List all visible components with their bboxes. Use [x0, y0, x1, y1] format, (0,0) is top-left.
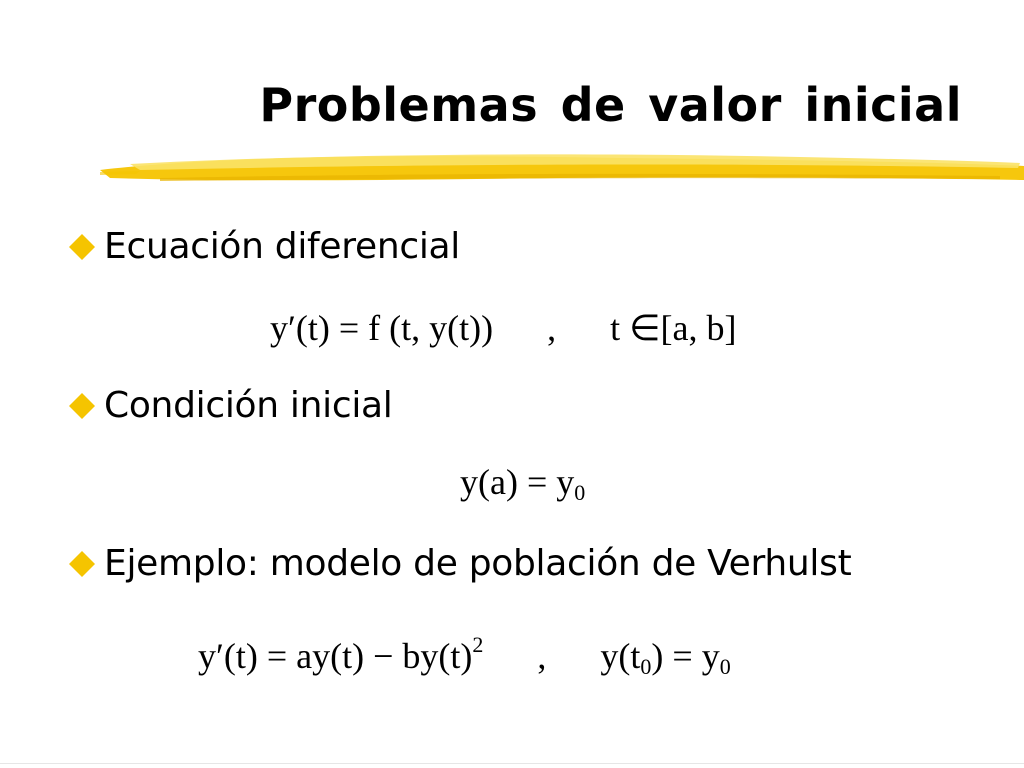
bullet-label: Condición inicial — [104, 385, 393, 426]
slide-title: Problemas de valor inicial — [259, 78, 962, 132]
bullet-condicion-inicial — [64, 384, 393, 428]
formula-equals: = — [338, 308, 360, 348]
formula-ic-rhs: y — [701, 636, 720, 676]
formula-condicion-inicial — [460, 462, 586, 505]
diamond-bullet-icon — [64, 232, 104, 262]
formula-rhs: ay(t) − by(t) — [296, 636, 473, 676]
formula-lhs: y′(t) — [270, 308, 330, 348]
title-highlight-stroke — [100, 148, 1024, 188]
formula-ic-close: ) — [651, 636, 664, 676]
formula-separator: , — [547, 308, 557, 348]
formula-element-of: ∈ — [629, 308, 661, 348]
bullet-ecuacion-diferencial — [64, 225, 460, 269]
formula-interval: [a, b] — [660, 308, 737, 348]
formula-separator: , — [537, 636, 547, 676]
formula-rhs: f (t, y(t)) — [368, 308, 494, 348]
formula-ic-open: y(t — [600, 636, 641, 676]
diamond-bullet-icon — [64, 391, 104, 421]
bullet-ejemplo-verhulst — [64, 542, 851, 586]
bullet-label: Ecuación diferencial — [104, 226, 461, 267]
formula-superscript: 2 — [472, 632, 484, 657]
formula-equals: = — [526, 462, 548, 502]
diamond-bullet-icon — [64, 549, 104, 579]
bullet-label: Ejemplo: modelo de población de Verhulst — [104, 543, 852, 584]
formula-ic-subscript: 0 — [640, 654, 652, 679]
formula-ecuacion-diferencial — [270, 308, 736, 348]
footer-divider — [0, 763, 1024, 764]
formula-lhs: y(a) — [460, 462, 518, 502]
formula-lhs: y′(t) — [198, 636, 258, 676]
formula-ic-rhs-subscript: 0 — [719, 654, 731, 679]
formula-equals: = — [266, 636, 288, 676]
formula-rhs: y — [556, 462, 575, 502]
formula-ic-equals: = — [672, 636, 693, 676]
formula-verhulst — [198, 632, 731, 679]
formula-domain-var: t — [610, 308, 621, 348]
formula-subscript: 0 — [574, 480, 586, 505]
